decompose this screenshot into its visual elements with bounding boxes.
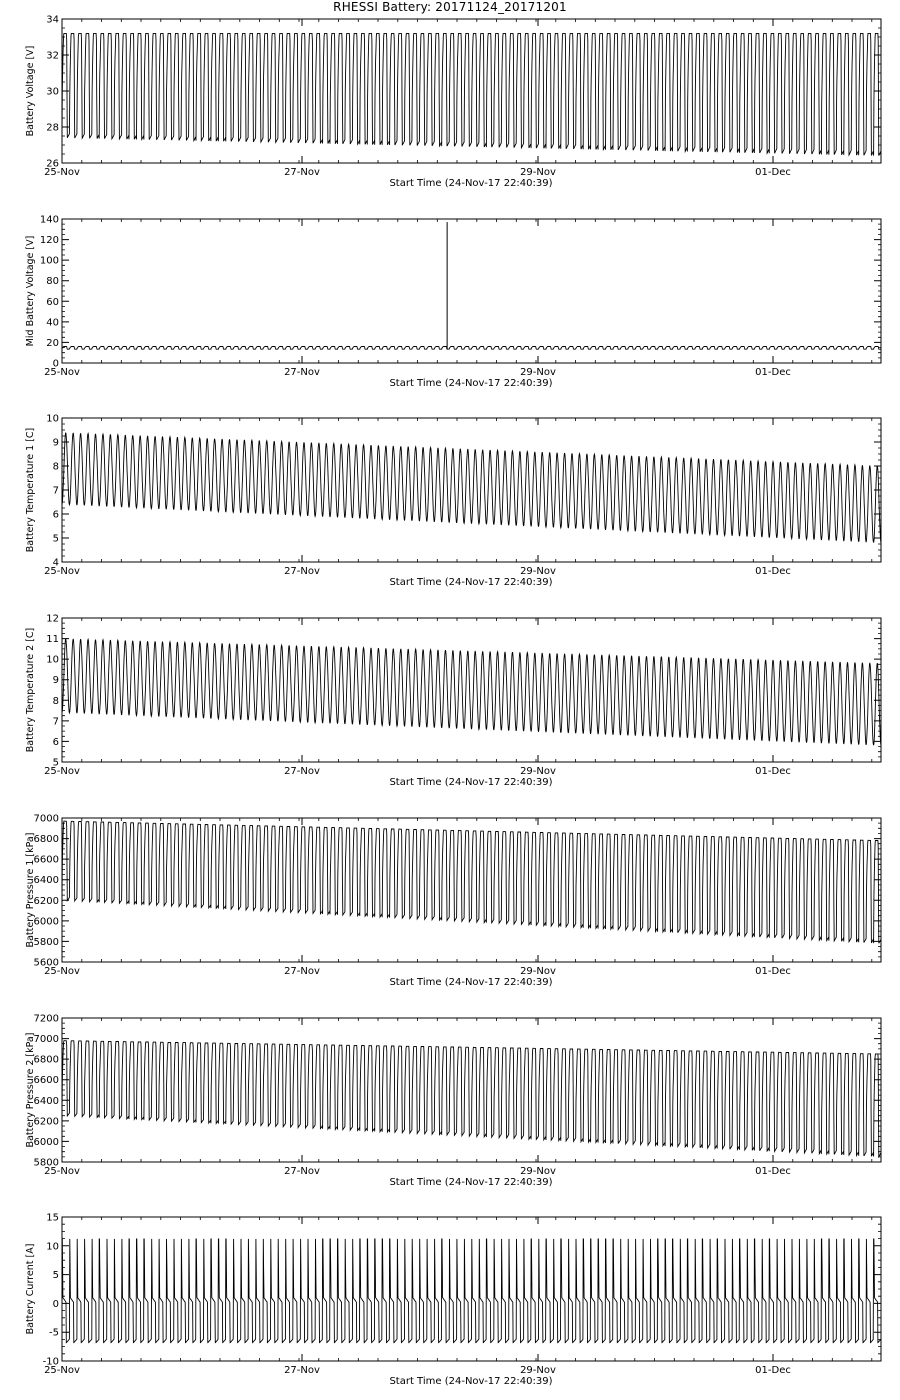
x-tick-label: 29-Nov xyxy=(520,367,556,378)
x-tick-label: 25-Nov xyxy=(44,566,80,577)
y-tick-label: 5 xyxy=(52,757,59,769)
y-minor-ticks xyxy=(62,224,881,358)
series-line xyxy=(62,33,881,155)
y-axis-label: Battery Voltage [V] xyxy=(25,45,36,137)
series-line xyxy=(62,1041,881,1157)
x-tick-label: 25-Nov xyxy=(44,1365,80,1376)
y-tick-label: 6000 xyxy=(33,1136,59,1148)
y-tick-label: 140 xyxy=(39,214,59,226)
x-tick-label: 25-Nov xyxy=(44,1166,80,1177)
y-tick-label: 6400 xyxy=(33,875,59,887)
y-tick-label: 12 xyxy=(46,613,59,625)
x-tick-label: 25-Nov xyxy=(44,167,80,178)
y-axis-label: Battery Pressure 1 [kPa] xyxy=(25,832,36,948)
y-tick-label: 6800 xyxy=(33,1054,59,1066)
chart-panel-5 xyxy=(25,814,881,989)
x-tick-label: 29-Nov xyxy=(520,566,556,577)
x-tick-label: 29-Nov xyxy=(520,1365,556,1376)
y-tick-label: 6600 xyxy=(33,1075,59,1087)
series-line xyxy=(62,639,881,746)
x-tick-label: 27-Nov xyxy=(284,566,320,577)
y-tick-label: 4 xyxy=(52,557,59,569)
y-tick-label: 10 xyxy=(46,413,59,425)
y-tick-label: 26 xyxy=(46,158,59,170)
y-tick-label: 34 xyxy=(46,14,59,26)
chart-panel-4 xyxy=(25,614,881,789)
y-axis-label: Battery Current [A] xyxy=(25,1243,36,1335)
y-tick-label: -5 xyxy=(49,1327,59,1339)
x-axis-label: Start Time (24-Nov-17 22:40:39) xyxy=(389,1376,553,1387)
y-tick-label: 10 xyxy=(46,1241,59,1253)
y-tick-label: 11 xyxy=(46,634,59,646)
y-tick-label: 6200 xyxy=(33,1116,59,1128)
page-title: RHESSI Battery: 20171124_20171201 xyxy=(333,0,567,14)
y-tick-label: 100 xyxy=(39,255,59,267)
x-tick-label: 25-Nov xyxy=(44,966,80,977)
y-tick-label: 7 xyxy=(52,485,59,497)
x-minor-ticks xyxy=(62,418,872,562)
y-tick-label: 6 xyxy=(52,509,59,521)
chart-panel-1 xyxy=(25,15,881,190)
x-minor-ticks xyxy=(62,1018,872,1162)
x-axis-label: Start Time (24-Nov-17 22:40:39) xyxy=(389,777,553,788)
y-axis-label: Mid Battery Voltage [V] xyxy=(25,235,36,347)
x-tick-label: 01-Dec xyxy=(755,966,791,977)
x-tick-label: 27-Nov xyxy=(284,167,320,178)
y-tick-label: 6200 xyxy=(33,895,59,907)
y-tick-label: 6400 xyxy=(33,1095,59,1107)
x-tick-label: 25-Nov xyxy=(44,766,80,777)
x-tick-label: 29-Nov xyxy=(520,1166,556,1177)
x-tick-label: 29-Nov xyxy=(520,966,556,977)
x-tick-label: 27-Nov xyxy=(284,1365,320,1376)
x-tick-label: 27-Nov xyxy=(284,766,320,777)
y-tick-label: 7000 xyxy=(33,1034,59,1046)
series-line xyxy=(62,1239,881,1343)
plot-frame xyxy=(62,618,881,762)
x-minor-ticks xyxy=(62,618,872,762)
x-tick-label: 27-Nov xyxy=(284,1166,320,1177)
y-tick-label: 9 xyxy=(52,675,59,687)
y-tick-label: 32 xyxy=(46,50,59,62)
y-tick-label: 6 xyxy=(52,736,59,748)
y-axis-label: Battery Temperature 2 [C] xyxy=(25,627,36,753)
x-minor-ticks xyxy=(62,1217,872,1361)
y-tick-label: 9 xyxy=(52,437,59,449)
y-tick-label: 28 xyxy=(46,122,59,134)
y-tick-label: 7000 xyxy=(33,813,59,825)
x-axis-label: Start Time (24-Nov-17 22:40:39) xyxy=(389,178,553,189)
x-axis-label: Start Time (24-Nov-17 22:40:39) xyxy=(389,378,553,389)
x-tick-label: 01-Dec xyxy=(755,167,791,178)
y-tick-label: 6800 xyxy=(33,834,59,846)
y-tick-label: 5800 xyxy=(33,936,59,948)
y-axis-label: Battery Temperature 1 [C] xyxy=(25,427,36,553)
x-tick-label: 01-Dec xyxy=(755,367,791,378)
series-line xyxy=(62,433,881,543)
y-tick-label: 0 xyxy=(52,358,59,370)
x-tick-label: 29-Nov xyxy=(520,766,556,777)
x-tick-label: 01-Dec xyxy=(755,1166,791,1177)
y-tick-label: 120 xyxy=(39,235,59,247)
x-minor-ticks xyxy=(62,19,872,163)
y-tick-label: 5 xyxy=(52,1270,59,1282)
y-axis-label: Battery Pressure 2 [kPa] xyxy=(25,1032,36,1148)
y-tick-label: 10 xyxy=(46,654,59,666)
x-tick-label: 29-Nov xyxy=(520,167,556,178)
y-tick-label: 7200 xyxy=(33,1013,59,1025)
x-axis-label: Start Time (24-Nov-17 22:40:39) xyxy=(389,577,553,588)
series-line xyxy=(62,347,881,350)
y-tick-label: 5800 xyxy=(33,1157,59,1169)
x-tick-label: 01-Dec xyxy=(755,566,791,577)
x-tick-label: 01-Dec xyxy=(755,1365,791,1376)
y-tick-label: 6000 xyxy=(33,916,59,928)
y-tick-label: 30 xyxy=(46,86,59,98)
x-tick-label: 27-Nov xyxy=(284,966,320,977)
y-tick-label: 6600 xyxy=(33,854,59,866)
x-minor-ticks xyxy=(62,219,872,363)
y-tick-label: 8 xyxy=(52,461,59,473)
x-axis-label: Start Time (24-Nov-17 22:40:39) xyxy=(389,1177,553,1188)
y-tick-label: 5600 xyxy=(33,957,59,969)
x-tick-label: 01-Dec xyxy=(755,766,791,777)
chart-panel-7 xyxy=(25,1213,881,1388)
y-tick-label: -10 xyxy=(42,1356,59,1368)
y-tick-label: 40 xyxy=(46,317,59,329)
chart-panel-2 xyxy=(25,215,881,390)
y-tick-label: 8 xyxy=(52,695,59,707)
chart-panel-3 xyxy=(25,414,881,589)
chart-panel-6 xyxy=(25,1014,881,1189)
series-line xyxy=(62,821,881,943)
plot-frame xyxy=(62,219,881,363)
y-tick-label: 80 xyxy=(46,276,59,288)
x-axis-label: Start Time (24-Nov-17 22:40:39) xyxy=(389,977,553,988)
y-tick-label: 5 xyxy=(52,533,59,545)
x-tick-label: 25-Nov xyxy=(44,367,80,378)
y-minor-ticks xyxy=(62,424,881,556)
y-tick-label: 7 xyxy=(52,716,59,728)
x-tick-label: 27-Nov xyxy=(284,367,320,378)
x-minor-ticks xyxy=(62,818,872,962)
y-tick-label: 15 xyxy=(46,1212,59,1224)
y-tick-label: 60 xyxy=(46,296,59,308)
y-tick-label: 0 xyxy=(52,1298,59,1310)
y-tick-label: 20 xyxy=(46,337,59,349)
